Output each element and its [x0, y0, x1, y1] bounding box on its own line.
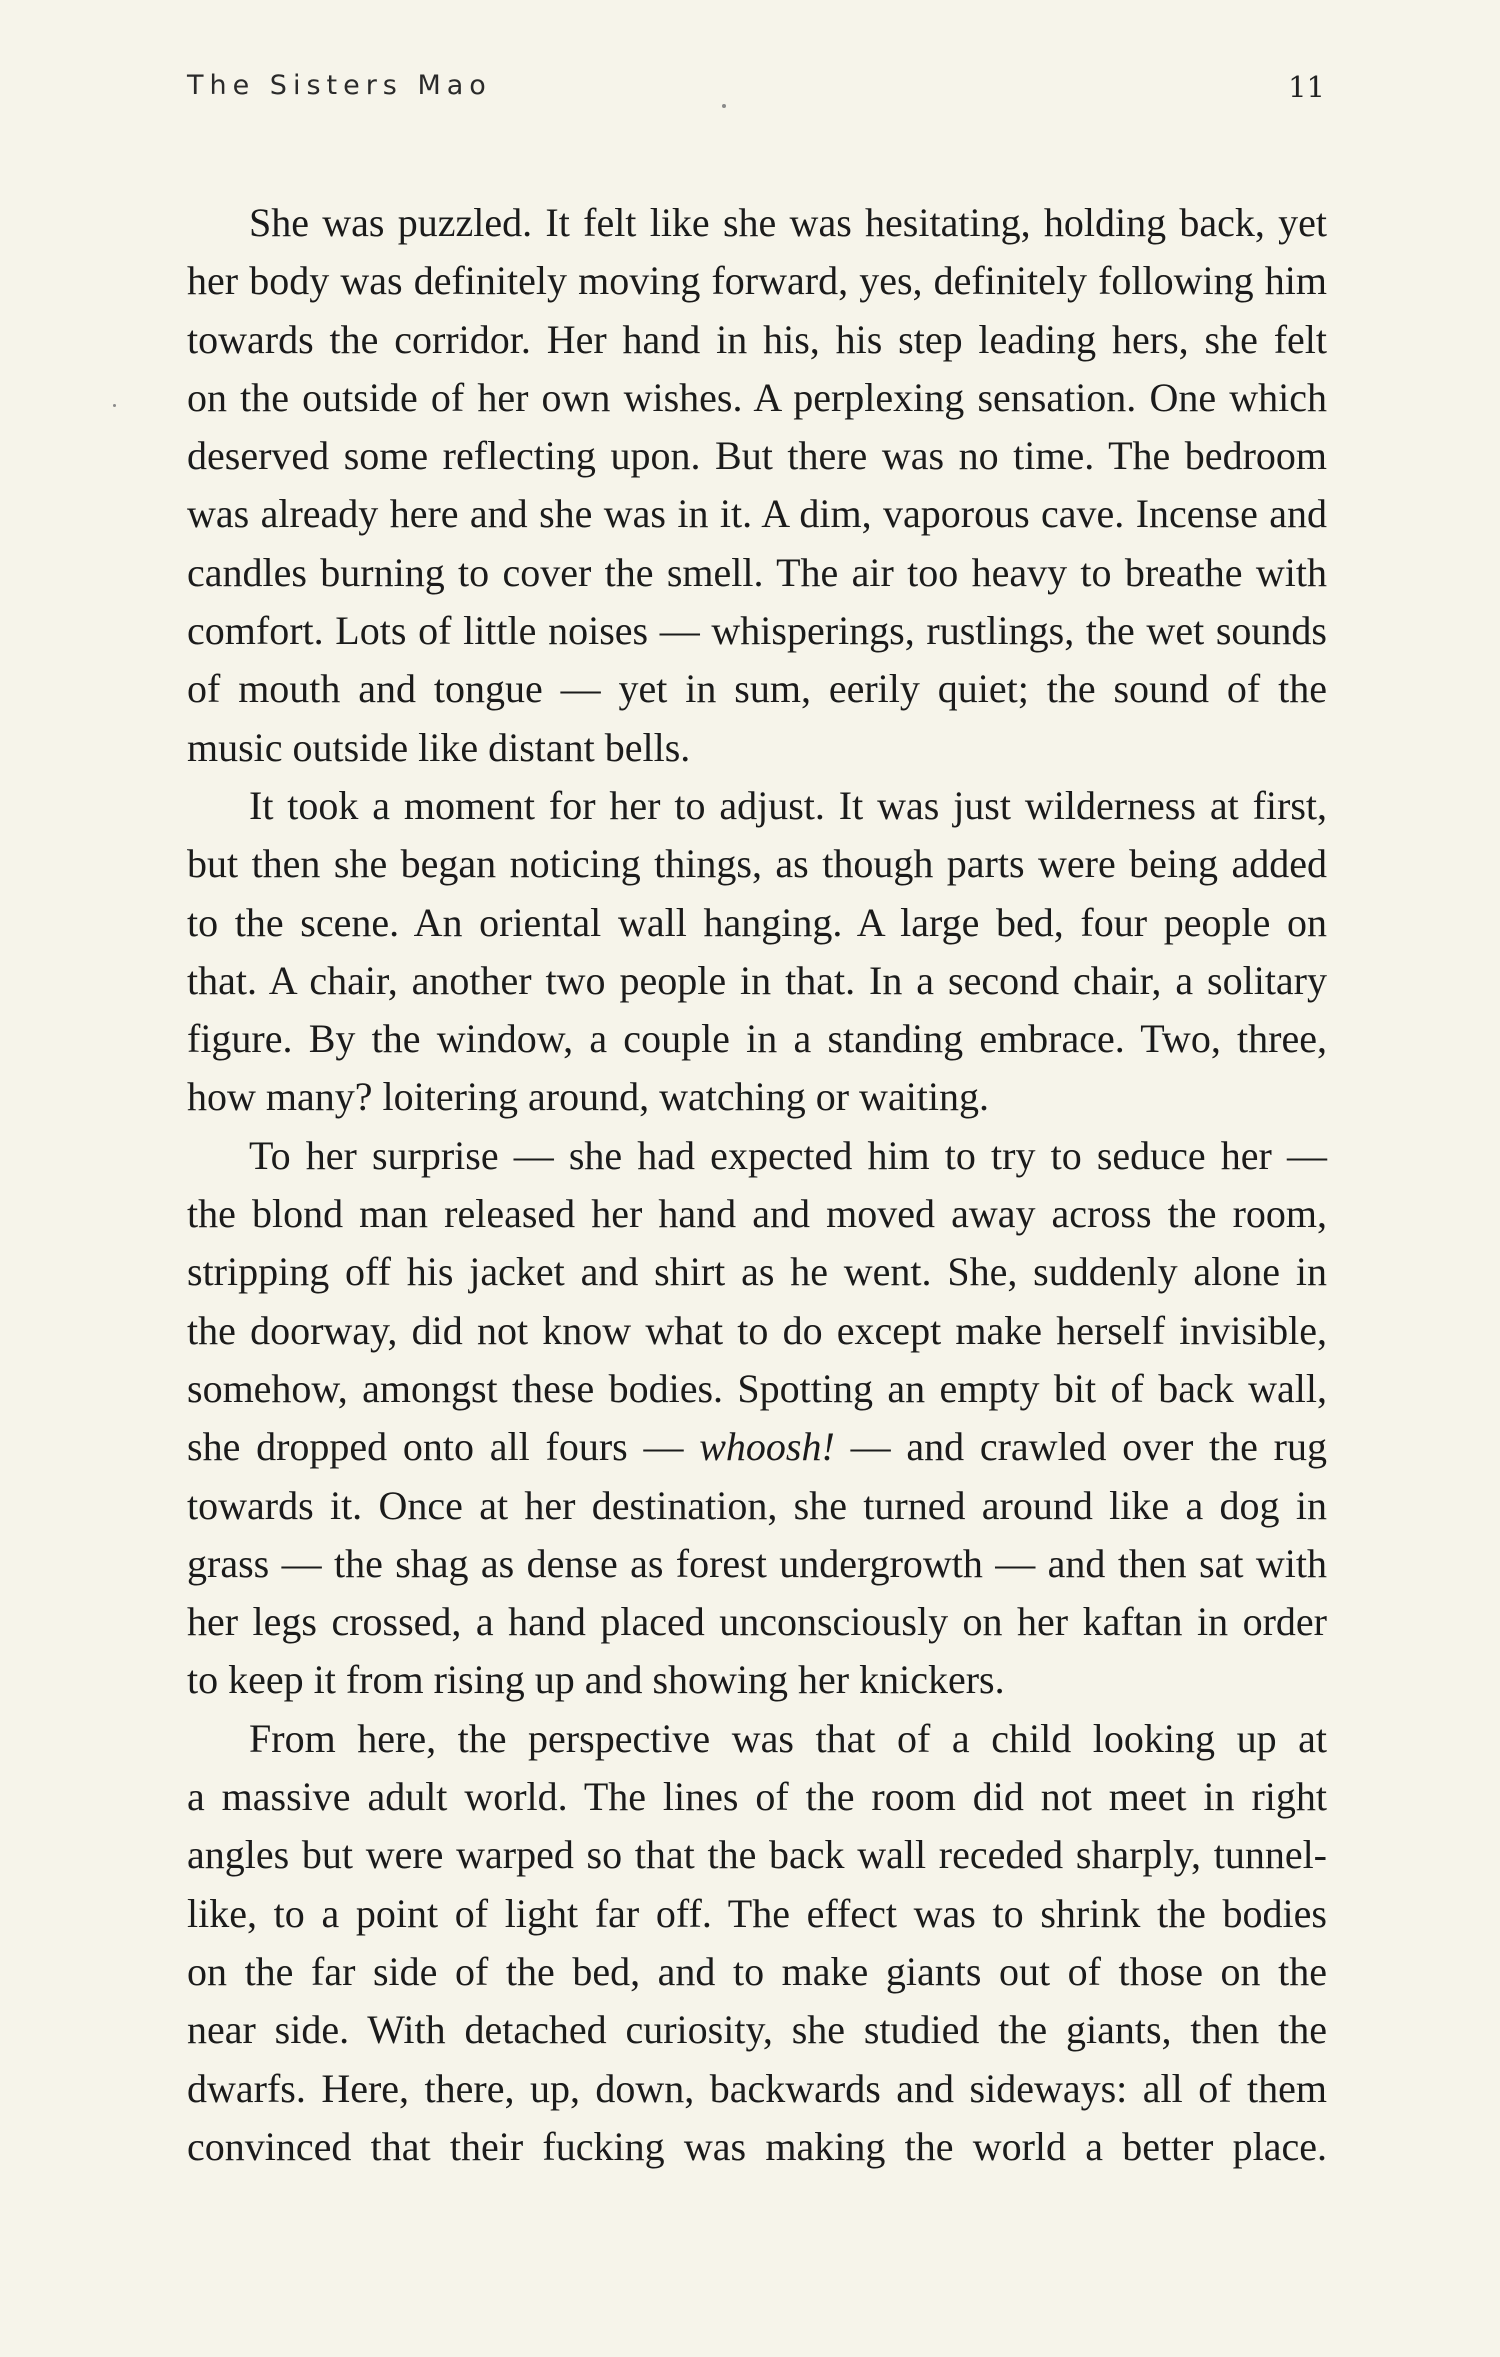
- text-line: of mouth and tongue — yet in sum, eerily quiet; the sound of the: [187, 666, 1327, 712]
- text-line: on the far side of the bed, and to make giants out of those on the: [187, 1948, 1327, 1994]
- paragraph-2: [187, 777, 1327, 1127]
- page-number: 11: [1288, 70, 1325, 104]
- text-line: towards the corridor. Her hand in his, his step leading hers, she felt: [187, 316, 1327, 362]
- italic-word: whoosh!: [699, 1424, 835, 1470]
- text-line: music outside like distant bells.: [187, 724, 691, 770]
- text-line: a massive adult world. The lines of the room did not meet in right: [187, 1774, 1327, 1820]
- paragraph-4: [187, 1710, 1327, 2176]
- text-line: It took a moment for her to adjust. It was just wilderness at first,: [249, 782, 1327, 828]
- text-line: angles but were warped so that the back wall receded sharply, tunnel-: [187, 1832, 1327, 1878]
- print-speck: [113, 404, 116, 407]
- text-line: dwarfs. Here, there, up, down, backwards and sideways: all of them: [187, 2065, 1327, 2111]
- print-speck: [722, 104, 726, 108]
- text-line-with-italic: [187, 1418, 1327, 1476]
- running-head: The Sisters Mao: [187, 70, 492, 101]
- text-line: She was puzzled. It felt like she was hesitating, holding back, yet: [249, 200, 1327, 245]
- text-line: stripping off his jacket and shirt as he went. She, suddenly alone in: [187, 1249, 1327, 1295]
- text-line: to keep it from rising up and showing her knickers.: [187, 1657, 1005, 1703]
- text-segment: she dropped onto all fours —: [187, 1424, 700, 1470]
- text-line: her body was definitely moving forward, yes, definitely following him: [187, 258, 1327, 304]
- text-line: her legs crossed, a hand placed unconsciously on her kaftan in order: [187, 1599, 1327, 1645]
- text-line: convinced that their fucking was making the world a better place.: [187, 2123, 1327, 2169]
- text-line: To her surprise — she had expected him to try to seduce her —: [249, 1132, 1327, 1178]
- text-line: the blond man released her hand and moved away across the room,: [187, 1191, 1327, 1237]
- paragraph-3: [187, 1127, 1327, 1710]
- body-text: [187, 194, 1327, 2176]
- text-line: From here, the perspective was that of a child looking up at: [249, 1715, 1327, 1761]
- text-line: near side. With detached curiosity, she studied the giants, then the: [187, 2007, 1327, 2053]
- text-line: the doorway, did not know what to do except make herself invisible,: [187, 1307, 1327, 1353]
- text-line: that. A chair, another two people in that. In a second chair, a solitary: [187, 957, 1327, 1003]
- text-line: figure. By the window, a couple in a standing embrace. Two, three,: [187, 1016, 1327, 1062]
- paragraph-1: [187, 194, 1327, 777]
- text-line: towards it. Once at her destination, she turned around like a dog in: [187, 1482, 1327, 1528]
- text-segment: — and crawled over the rug: [834, 1424, 1327, 1470]
- text-line: comfort. Lots of little noises — whisperings, rustlings, the wet sounds: [187, 608, 1327, 654]
- text-line: grass — the shag as dense as forest undergrowth — and then sat with: [187, 1540, 1327, 1586]
- text-line: but then she began noticing things, as though parts were being added: [187, 841, 1327, 887]
- text-line: like, to a point of light far off. The effect was to shrink the bodies: [187, 1890, 1327, 1936]
- text-line: somehow, amongst these bodies. Spotting an empty bit of back wall,: [187, 1365, 1327, 1411]
- text-line: candles burning to cover the smell. The air too heavy to breathe with: [187, 549, 1327, 595]
- text-line: was already here and she was in it. A dim, vaporous cave. Incense and: [187, 491, 1327, 537]
- text-line: how many? loitering around, watching or waiting.: [187, 1074, 990, 1120]
- text-line: deserved some reflecting upon. But there was no time. The bedroom: [187, 433, 1327, 479]
- text-line: to the scene. An oriental wall hanging. A large bed, four people on: [187, 899, 1327, 945]
- text-line: on the outside of her own wishes. A perplexing sensation. One which: [187, 374, 1327, 420]
